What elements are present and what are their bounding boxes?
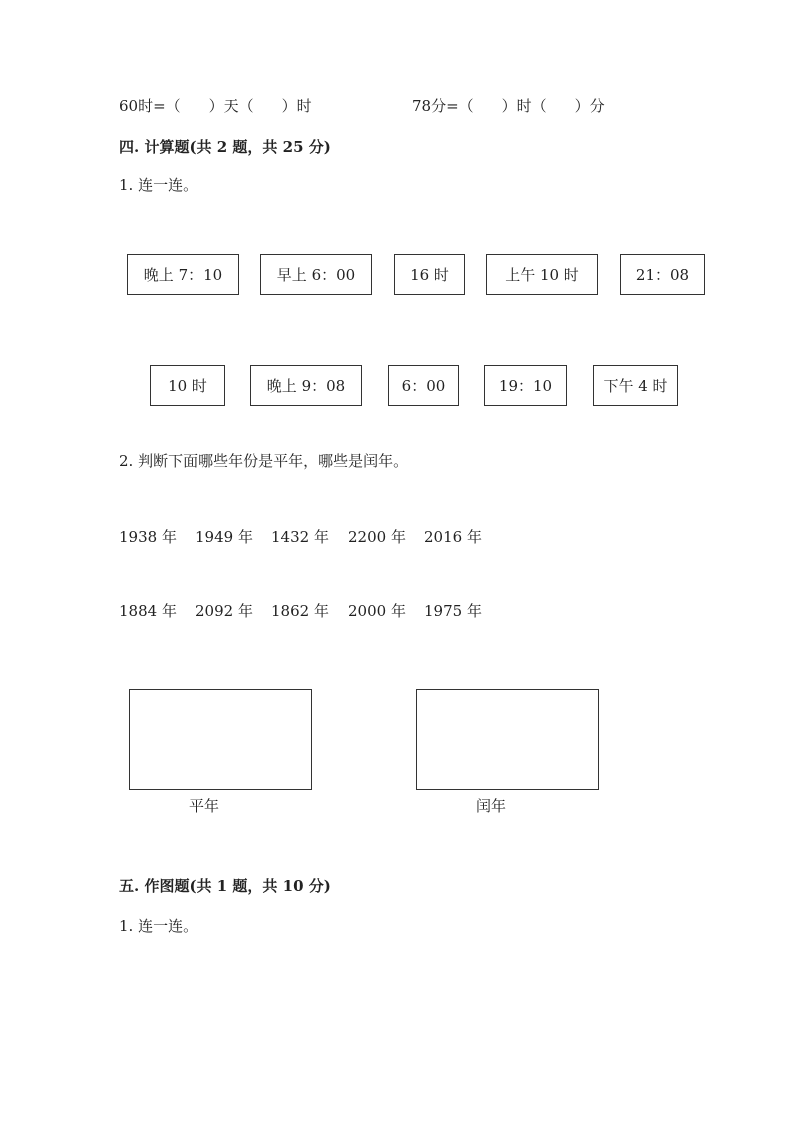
time-box[interactable] [486, 254, 598, 295]
common-year-answer-box[interactable] [129, 689, 312, 790]
time-box-label: 早上 6：00 [276, 266, 356, 284]
year-item: 1938 年 [119, 528, 177, 546]
time-box[interactable] [484, 365, 567, 406]
time-box-label: 19：10 [498, 377, 553, 395]
time-box-label: 上午 10 时 [505, 266, 579, 284]
conversion-minutes-start: 78分=（ [412, 97, 474, 115]
time-box[interactable] [150, 365, 225, 406]
time-box-label: 6：00 [401, 377, 446, 395]
leap-year-label: 闰年 [476, 797, 507, 815]
conversion-hours-mid: ）天（ [208, 97, 254, 115]
conversion-question-minutes [412, 96, 605, 116]
time-box[interactable] [394, 254, 465, 295]
question-title: 2. 判断下面哪些年份是平年，哪些是闰年。 [119, 452, 409, 470]
conversion-hours-start: 60时=（ [119, 97, 181, 115]
year-item: 2016 年 [424, 528, 482, 546]
year-item: 1884 年 [119, 602, 177, 620]
time-box-label: 16 时 [410, 266, 449, 284]
section-heading: 四. 计算题(共 2 题，共 25 分) [119, 138, 331, 156]
year-item: 2092 年 [195, 602, 253, 620]
common-year-label: 平年 [189, 797, 220, 815]
year-item: 2200 年 [348, 528, 406, 546]
year-item: 1862 年 [271, 602, 329, 620]
year-item: 2000 年 [348, 602, 406, 620]
time-box-label: 21：08 [635, 266, 690, 284]
section-heading: 五. 作图题(共 1 题，共 10 分) [119, 877, 331, 895]
question-title: 1. 连一连。 [119, 917, 199, 935]
time-box[interactable] [127, 254, 239, 295]
conversion-minutes-mid: ）时（ [501, 97, 547, 115]
question-title: 1. 连一连。 [119, 176, 199, 194]
time-box-label: 晚上 7：10 [143, 266, 223, 284]
conversion-minutes-end: ）分 [574, 97, 605, 115]
time-box[interactable] [388, 365, 459, 406]
time-box-label: 10 时 [168, 377, 207, 395]
time-box-label: 晚上 9：08 [266, 377, 346, 395]
time-box-label: 下午 4 时 [603, 377, 668, 395]
time-box[interactable] [620, 254, 705, 295]
conversion-question-hours [119, 96, 312, 116]
conversion-hours-end: ）时 [281, 97, 312, 115]
year-item: 1432 年 [271, 528, 329, 546]
year-item: 1949 年 [195, 528, 253, 546]
time-box[interactable] [593, 365, 678, 406]
time-box[interactable] [250, 365, 362, 406]
year-item: 1975 年 [424, 602, 482, 620]
leap-year-answer-box[interactable] [416, 689, 599, 790]
time-box[interactable] [260, 254, 372, 295]
